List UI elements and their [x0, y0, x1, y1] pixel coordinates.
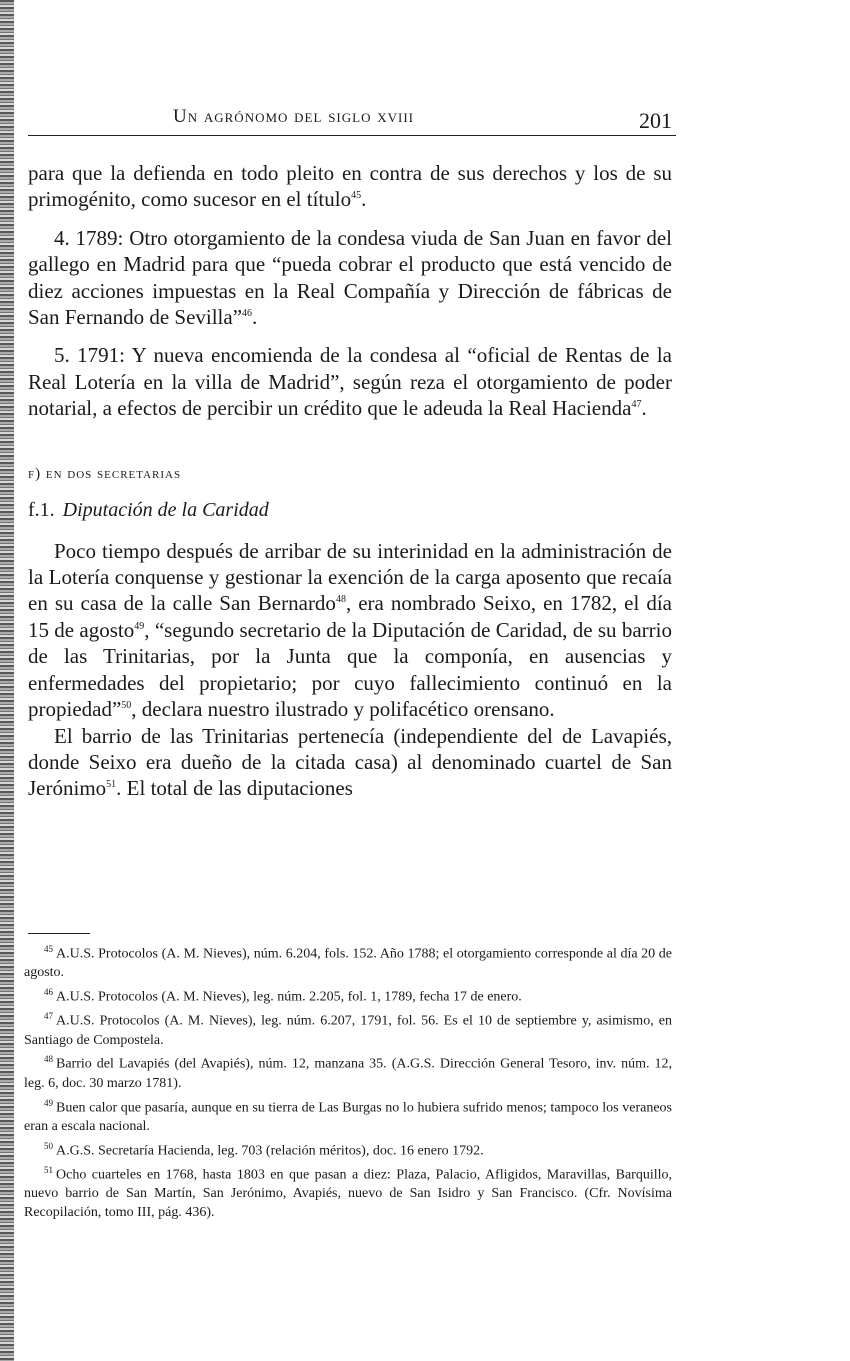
- page-binding-edge: [0, 0, 14, 1361]
- running-title: Un agrónomo del siglo xviii: [173, 106, 414, 127]
- footnotes: [24, 940, 672, 1223]
- footnote-ref: 45: [351, 190, 362, 202]
- footnote-ref: 47: [631, 399, 642, 411]
- subsection-heading: [28, 496, 672, 524]
- paragraph-barrio: El barrio de las Trinitarias pertenecía (independiente del de Lavapiés, donde Seixo era dueño de la citada casa) al denominado cuartel de San Jerónimo$^{51}$. El total de las diputaciones: [28, 723, 672, 801]
- footnote: $^{51}$ Ocho cuarteles en 1768, hasta 1803 en que pasan a diez: Plaza, Palacio, Afligidos, Maravillas, Barquillo, nuevo barrio de San Martín, San Jerónimo, Avapiés, nuevo de San Isidro y San Francisco. (Cfr. Novísima Recopilación, tomo III, pág. 436).: [24, 1164, 672, 1221]
- footnote-ref: 50: [121, 700, 132, 712]
- paragraph-diputacion: Poco tiempo después de arribar de su interinidad en la administración de la Lotería conquense y gestionar la exención de la carga aposento que recaía en su casa de la calle San Bernardo$^{48}$, era nombrado Seixo, en 1782, el día 15 de agosto$^{49}$, “segundo secretario de la Diputación de Caridad, de su barrio de las Trinitarias, por la Junta que la componía, en ausencias y enfermedades del propietario; por cuyo fallecimiento continuó en la propiedad”$^{50}$, declara nuestro ilustrado y polifacético orensano.: [28, 538, 672, 722]
- section-heading: f) en dos secretarias: [28, 465, 182, 482]
- footnote: $^{49}$ Buen calor que pasaría, aunque en su tierra de Las Burgas no lo hubiera sufrido menos; tampoco los veraneos eran a escala nacional.: [24, 1097, 672, 1134]
- footnote: $^{50}$ A.G.S. Secretaría Hacienda, leg. 703 (relación méritos), doc. 16 enero 1792.: [44, 1140, 484, 1159]
- subsection-title: Diputación de la Caridad: [62, 498, 269, 521]
- footnote-ref: 51: [106, 779, 117, 791]
- footnote: $^{45}$ A.U.S. Protocolos (A. M. Nieves), núm. 6.204, fols. 152. Año 1788; el otorgamiento corresponde al día 20 de agosto.: [24, 944, 672, 981]
- page-number: 201: [639, 108, 672, 133]
- subsection-number: f.1.: [28, 498, 55, 521]
- page-header: [28, 104, 676, 134]
- footnote: $^{48}$ Barrio del Lavapiés (del Avapiés), núm. 12, manzana 35. (A.G.S. Dirección General Tesoro, inv. núm. 12, leg. 6, doc. 30 marzo 1781).: [24, 1054, 672, 1091]
- paragraph-item-5: 5. 1791: Y nueva encomienda de la condesa al “oficial de Rentas de la Real Lotería en la villa de Madrid”, según reza el otorgamiento de poder notarial, a efectos de percibir un crédito que le adeuda la Real Hacienda$^{47}$.: [28, 343, 672, 421]
- footnote: $^{46}$ A.U.S. Protocolos (A. M. Nieves), leg. núm. 2.205, fol. 1, 1789, fecha 17 de enero.: [44, 987, 522, 1005]
- body-text: [28, 160, 672, 802]
- footnote: $^{47}$ A.U.S. Protocolos (A. M. Nieves), leg. núm. 6.207, 1791, fol. 56. Es el 10 de septiembre y, asimismo, en Santiago de Compostela.: [24, 1011, 672, 1048]
- footnote-rule: [28, 933, 90, 934]
- footnote-ref: 46: [242, 308, 253, 320]
- paragraph-continuation: para que la defienda en todo pleito en contra de sus derechos y los de su primogénito, como sucesor en el título$^{45}$.: [28, 161, 672, 212]
- footnote-ref: 49: [134, 620, 145, 632]
- header-rule: [28, 135, 676, 136]
- footnote-ref: 48: [335, 594, 346, 606]
- paragraph-item-4: 4. 1789: Otro otorgamiento de la condesa viuda de San Juan en favor del gallego en Madrid para que “pueda cobrar el producto que está vencido de diez acciones impuestas en la Real Compañía y Dirección de fábricas de San Fernando de Sevilla”$^{46}$.: [28, 225, 672, 330]
